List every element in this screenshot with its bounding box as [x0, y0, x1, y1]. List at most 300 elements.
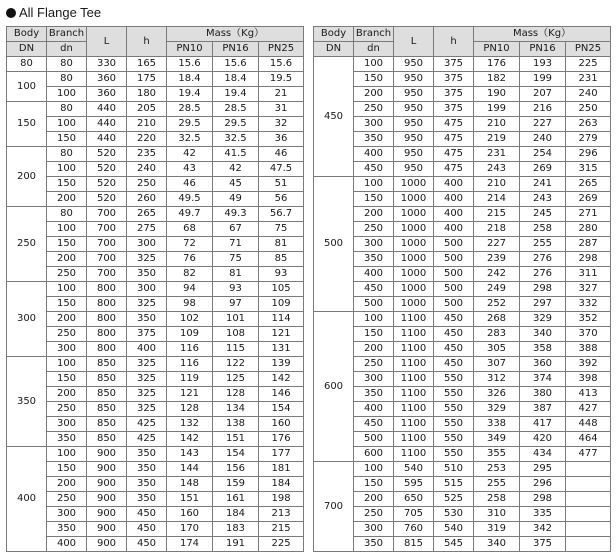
pn10-cell: 227: [474, 237, 520, 252]
pn25-cell: 213: [259, 507, 304, 522]
body-dn-cell: 700: [314, 462, 354, 552]
h-cell: 375: [434, 72, 474, 87]
branch-dn-cell: 400: [354, 267, 394, 282]
branch-dn-cell: 250: [47, 327, 87, 342]
table-row: [7, 537, 304, 552]
table-row: [314, 387, 611, 402]
h-cell: 325: [127, 372, 167, 387]
pn16-cell: 434: [520, 447, 566, 462]
body-dn-cell: 250: [7, 207, 47, 282]
table-row: [314, 432, 611, 447]
pn10-cell: 349: [474, 432, 520, 447]
branch-dn-cell: 300: [354, 372, 394, 387]
pn10-cell: 18.4: [167, 72, 213, 87]
l-cell: 1000: [394, 267, 434, 282]
pn10-cell: 243: [474, 162, 520, 177]
pn10-cell: 94: [167, 282, 213, 297]
branch-dn-cell: 100: [47, 117, 87, 132]
branch-dn-cell: 150: [47, 177, 87, 192]
flange-tee-table-right: [313, 26, 611, 552]
branch-dn-cell: 250: [47, 492, 87, 507]
l-cell: 700: [87, 252, 127, 267]
h-cell: 450: [434, 357, 474, 372]
pn10-cell: 29.5: [167, 117, 213, 132]
pn10-cell: 98: [167, 297, 213, 312]
table-row: [314, 447, 611, 462]
pn10-cell: 142: [167, 432, 213, 447]
l-cell: 800: [87, 282, 127, 297]
h-cell: 530: [434, 507, 474, 522]
pn16-cell: 183: [213, 522, 259, 537]
branch-dn-cell: 450: [354, 417, 394, 432]
branch-dn-cell: 150: [354, 192, 394, 207]
l-cell: 850: [87, 372, 127, 387]
h-cell: 550: [434, 402, 474, 417]
branch-dn-cell: 150: [354, 327, 394, 342]
pn25-cell: 269: [566, 192, 611, 207]
pn10-cell: 210: [474, 177, 520, 192]
table-row: [7, 192, 304, 207]
table-row: [7, 282, 304, 297]
pn10-cell: 76: [167, 252, 213, 267]
pn10-cell: 144: [167, 462, 213, 477]
body-dn-cell: 300: [7, 282, 47, 357]
h-cell: 375: [127, 327, 167, 342]
pn25-cell: 31: [259, 102, 304, 117]
h-cell: 265: [127, 207, 167, 222]
pn10-cell: 310: [474, 507, 520, 522]
table-row: [314, 402, 611, 417]
l-cell: 705: [394, 507, 434, 522]
branch-dn-cell: 80: [47, 57, 87, 72]
branch-dn-cell: 150: [47, 372, 87, 387]
pn25-cell: [566, 477, 611, 492]
table-row: [7, 117, 304, 132]
l-cell: 1100: [394, 402, 434, 417]
h-cell: 375: [434, 102, 474, 117]
pn25-cell: 279: [566, 132, 611, 147]
l-cell: 1100: [394, 357, 434, 372]
pn25-cell: 32: [259, 117, 304, 132]
branch-dn-cell: 350: [354, 387, 394, 402]
branch-dn-cell: 400: [47, 537, 87, 552]
pn16-cell: 93: [213, 282, 259, 297]
pn10-cell: 143: [167, 447, 213, 462]
table-row: [314, 132, 611, 147]
table-row: [314, 417, 611, 432]
table-row: [314, 297, 611, 312]
h-cell: 400: [434, 207, 474, 222]
l-cell: 360: [87, 72, 127, 87]
h-cell: 475: [434, 132, 474, 147]
branch-dn-cell: 350: [47, 522, 87, 537]
pn16-cell: 340: [520, 327, 566, 342]
h-cell: 450: [434, 312, 474, 327]
l-cell: 900: [87, 462, 127, 477]
body-dn-cell: 100: [7, 72, 47, 102]
table-row: [7, 357, 304, 372]
pn25-cell: 19.5: [259, 72, 304, 87]
table-row: [314, 177, 611, 192]
l-cell: 1100: [394, 432, 434, 447]
branch-dn-cell: 100: [354, 57, 394, 72]
table-row: [7, 372, 304, 387]
l-cell: 650: [394, 492, 434, 507]
header-h: h: [127, 27, 167, 57]
l-cell: 900: [87, 522, 127, 537]
table-row: [314, 162, 611, 177]
l-cell: 1000: [394, 177, 434, 192]
pn25-cell: 85: [259, 252, 304, 267]
pn16-cell: 122: [213, 357, 259, 372]
header-mass: Mass（Kg）: [167, 27, 304, 42]
h-cell: 325: [127, 297, 167, 312]
header-l: L: [87, 27, 127, 57]
h-cell: 400: [127, 342, 167, 357]
pn16-cell: 29.5: [213, 117, 259, 132]
l-cell: 440: [87, 117, 127, 132]
pn10-cell: 190: [474, 87, 520, 102]
branch-dn-cell: 350: [354, 252, 394, 267]
pn10-cell: 176: [474, 57, 520, 72]
pn16-cell: 199: [520, 72, 566, 87]
pn16-cell: 49: [213, 192, 259, 207]
pn16-cell: 269: [520, 162, 566, 177]
pn16-cell: 420: [520, 432, 566, 447]
l-cell: 800: [87, 342, 127, 357]
body-dn-cell: 600: [314, 312, 354, 462]
l-cell: 950: [394, 132, 434, 147]
pn25-cell: 265: [566, 177, 611, 192]
table-row: [314, 372, 611, 387]
flange-tee-table-left: [6, 26, 304, 552]
pn16-cell: 297: [520, 297, 566, 312]
pn16-cell: 207: [520, 87, 566, 102]
h-cell: 525: [434, 492, 474, 507]
pn25-cell: 36: [259, 132, 304, 147]
pn16-cell: 358: [520, 342, 566, 357]
pn10-cell: 312: [474, 372, 520, 387]
table-row: [314, 117, 611, 132]
pn25-cell: 15.6: [259, 57, 304, 72]
h-cell: 550: [434, 447, 474, 462]
h-cell: 500: [434, 267, 474, 282]
table-row: [7, 267, 304, 282]
table-row: [7, 237, 304, 252]
l-cell: 950: [394, 117, 434, 132]
pn10-cell: 283: [474, 327, 520, 342]
body-dn-cell: 400: [7, 447, 47, 552]
header-dn: DN: [314, 42, 354, 57]
pn10-cell: 121: [167, 387, 213, 402]
pn25-cell: 181: [259, 462, 304, 477]
l-cell: 850: [87, 357, 127, 372]
pn25-cell: 311: [566, 267, 611, 282]
table-row: [7, 522, 304, 537]
pn25-cell: 21: [259, 87, 304, 102]
body-dn-cell: 150: [7, 102, 47, 147]
h-cell: 350: [127, 312, 167, 327]
pn16-cell: 15.6: [213, 57, 259, 72]
l-cell: 800: [87, 312, 127, 327]
pn10-cell: 42: [167, 147, 213, 162]
pn10-cell: 49.7: [167, 207, 213, 222]
h-cell: 205: [127, 102, 167, 117]
l-cell: 850: [87, 402, 127, 417]
l-cell: 1000: [394, 207, 434, 222]
pn25-cell: 225: [566, 57, 611, 72]
header-dn-branch: dn: [47, 42, 87, 57]
pn16-cell: 417: [520, 417, 566, 432]
pn25-cell: [566, 492, 611, 507]
pn25-cell: [566, 537, 611, 552]
branch-dn-cell: 250: [354, 357, 394, 372]
pn16-cell: 335: [520, 507, 566, 522]
l-cell: 900: [87, 507, 127, 522]
branch-dn-cell: 80: [47, 147, 87, 162]
h-cell: 210: [127, 117, 167, 132]
l-cell: 700: [87, 222, 127, 237]
h-cell: 425: [127, 417, 167, 432]
pn10-cell: 15.6: [167, 57, 213, 72]
pn25-cell: 225: [259, 537, 304, 552]
pn16-cell: 191: [213, 537, 259, 552]
branch-dn-cell: 300: [47, 417, 87, 432]
h-cell: 325: [127, 387, 167, 402]
pn25-cell: 51: [259, 177, 304, 192]
pn10-cell: 182: [474, 72, 520, 87]
pn10-cell: 355: [474, 447, 520, 462]
pn16-cell: 67: [213, 222, 259, 237]
pn16-cell: 241: [520, 177, 566, 192]
branch-dn-cell: 200: [354, 207, 394, 222]
header-body: Body: [314, 27, 354, 42]
table-row: [7, 297, 304, 312]
pn10-cell: 253: [474, 462, 520, 477]
pn10-cell: 151: [167, 492, 213, 507]
branch-dn-cell: 350: [47, 432, 87, 447]
pn25-cell: 352: [566, 312, 611, 327]
pn25-cell: 142: [259, 372, 304, 387]
pn25-cell: 56: [259, 192, 304, 207]
pn16-cell: 342: [520, 522, 566, 537]
h-cell: 500: [434, 252, 474, 267]
pn25-cell: 47.5: [259, 162, 304, 177]
pn16-cell: 125: [213, 372, 259, 387]
header-mass: Mass（Kg）: [474, 27, 611, 42]
header-pn25: PN25: [259, 42, 304, 57]
branch-dn-cell: 150: [47, 237, 87, 252]
pn16-cell: 154: [213, 447, 259, 462]
body-dn-cell: 200: [7, 147, 47, 207]
pn10-cell: 82: [167, 267, 213, 282]
pn25-cell: [566, 522, 611, 537]
pn10-cell: 210: [474, 117, 520, 132]
table-row: [7, 387, 304, 402]
pn16-cell: 151: [213, 432, 259, 447]
table-row: [314, 357, 611, 372]
branch-dn-cell: 300: [47, 507, 87, 522]
pn25-cell: 105: [259, 282, 304, 297]
header-body: Body: [7, 27, 47, 42]
branch-dn-cell: 450: [354, 282, 394, 297]
l-cell: 330: [87, 57, 127, 72]
l-cell: 900: [87, 477, 127, 492]
pn10-cell: 214: [474, 192, 520, 207]
h-cell: 510: [434, 462, 474, 477]
pn10-cell: 160: [167, 507, 213, 522]
pn25-cell: [566, 507, 611, 522]
pn10-cell: 255: [474, 477, 520, 492]
branch-dn-cell: 150: [47, 297, 87, 312]
pn16-cell: 254: [520, 147, 566, 162]
pn25-cell: 131: [259, 342, 304, 357]
pn10-cell: 116: [167, 342, 213, 357]
l-cell: 1000: [394, 237, 434, 252]
pn16-cell: 49.3: [213, 207, 259, 222]
l-cell: 1100: [394, 312, 434, 327]
h-cell: 400: [434, 192, 474, 207]
pn16-cell: 276: [520, 252, 566, 267]
h-cell: 180: [127, 87, 167, 102]
pn16-cell: 296: [520, 477, 566, 492]
h-cell: 550: [434, 372, 474, 387]
pn25-cell: 176: [259, 432, 304, 447]
h-cell: 325: [127, 357, 167, 372]
pn10-cell: 68: [167, 222, 213, 237]
l-cell: 815: [394, 537, 434, 552]
l-cell: 440: [87, 132, 127, 147]
branch-dn-cell: 500: [354, 297, 394, 312]
branch-dn-cell: 80: [47, 72, 87, 87]
pn16-cell: 156: [213, 462, 259, 477]
pn10-cell: 305: [474, 342, 520, 357]
pn10-cell: 326: [474, 387, 520, 402]
l-cell: 1100: [394, 327, 434, 342]
h-cell: 300: [127, 282, 167, 297]
pn25-cell: 240: [566, 87, 611, 102]
branch-dn-cell: 250: [354, 102, 394, 117]
l-cell: 360: [87, 87, 127, 102]
h-cell: 450: [127, 537, 167, 552]
l-cell: 800: [87, 297, 127, 312]
h-cell: 540: [434, 522, 474, 537]
pn25-cell: 198: [259, 492, 304, 507]
pn25-cell: 332: [566, 297, 611, 312]
table-row: [7, 507, 304, 522]
l-cell: 440: [87, 102, 127, 117]
branch-dn-cell: 100: [47, 282, 87, 297]
h-cell: 500: [434, 297, 474, 312]
pn16-cell: 108: [213, 327, 259, 342]
table-row: [7, 312, 304, 327]
h-cell: 545: [434, 537, 474, 552]
table-row: [314, 477, 611, 492]
table-row: [7, 72, 304, 87]
pn25-cell: 184: [259, 477, 304, 492]
h-cell: 350: [127, 267, 167, 282]
header-dn-branch: dn: [354, 42, 394, 57]
table-row: [314, 507, 611, 522]
pn25-cell: 154: [259, 402, 304, 417]
pn16-cell: 298: [520, 492, 566, 507]
table-row: [7, 102, 304, 117]
table-row: [314, 282, 611, 297]
pn25-cell: 81: [259, 237, 304, 252]
header-h: h: [434, 27, 474, 57]
pn10-cell: 338: [474, 417, 520, 432]
branch-dn-cell: 400: [354, 147, 394, 162]
h-cell: 515: [434, 477, 474, 492]
table-row: [7, 432, 304, 447]
pn16-cell: 128: [213, 387, 259, 402]
l-cell: 800: [87, 327, 127, 342]
branch-dn-cell: 150: [354, 477, 394, 492]
h-cell: 165: [127, 57, 167, 72]
h-cell: 400: [434, 177, 474, 192]
branch-dn-cell: 200: [47, 312, 87, 327]
table-row: [7, 57, 304, 72]
pn25-cell: 315: [566, 162, 611, 177]
branch-dn-cell: 250: [47, 402, 87, 417]
h-cell: 550: [434, 387, 474, 402]
pn16-cell: 115: [213, 342, 259, 357]
h-cell: 325: [127, 252, 167, 267]
table-row: [314, 537, 611, 552]
branch-dn-cell: 250: [354, 507, 394, 522]
h-cell: 235: [127, 147, 167, 162]
pn10-cell: 218: [474, 222, 520, 237]
table-row: [314, 462, 611, 477]
pn16-cell: 45: [213, 177, 259, 192]
pn10-cell: 340: [474, 537, 520, 552]
pn10-cell: 32.5: [167, 132, 213, 147]
header-pn25: PN25: [566, 42, 611, 57]
pn10-cell: 116: [167, 357, 213, 372]
pn16-cell: 138: [213, 417, 259, 432]
l-cell: 1000: [394, 252, 434, 267]
l-cell: 950: [394, 162, 434, 177]
l-cell: 520: [87, 162, 127, 177]
h-cell: 450: [127, 507, 167, 522]
l-cell: 540: [394, 462, 434, 477]
pn10-cell: 231: [474, 147, 520, 162]
branch-dn-cell: 100: [354, 312, 394, 327]
pn16-cell: 374: [520, 372, 566, 387]
section-title: [6, 4, 101, 22]
pn25-cell: 56.7: [259, 207, 304, 222]
l-cell: 1100: [394, 342, 434, 357]
branch-dn-cell: 500: [354, 432, 394, 447]
pn10-cell: 258: [474, 492, 520, 507]
pn10-cell: 319: [474, 522, 520, 537]
pn10-cell: 242: [474, 267, 520, 282]
l-cell: 850: [87, 432, 127, 447]
pn16-cell: 18.4: [213, 72, 259, 87]
h-cell: 450: [434, 327, 474, 342]
pn10-cell: 102: [167, 312, 213, 327]
branch-dn-cell: 300: [354, 237, 394, 252]
h-cell: 350: [127, 477, 167, 492]
table-row: [7, 447, 304, 462]
pn16-cell: 240: [520, 132, 566, 147]
branch-dn-cell: 400: [354, 402, 394, 417]
pn10-cell: 215: [474, 207, 520, 222]
branch-dn-cell: 200: [47, 192, 87, 207]
bullet-icon: [6, 8, 16, 18]
l-cell: 900: [87, 537, 127, 552]
table-row: [314, 267, 611, 282]
